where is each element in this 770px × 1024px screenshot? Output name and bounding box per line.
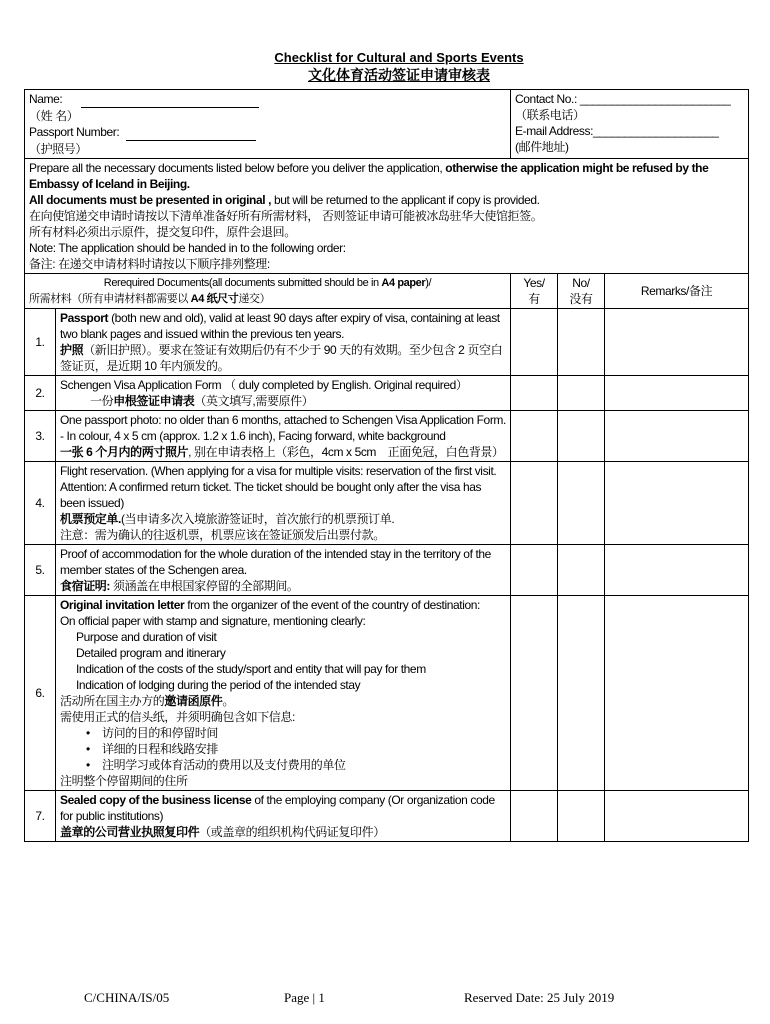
item-text: (both new and old), valid at least 90 days after expiry of visa, containing at least two blank pages and issued within the previous ten years. (60, 311, 500, 341)
documents-header-a4-cn: A4 纸尺寸 (190, 293, 239, 305)
documents-header-cn: 所需材料（所有申请材料都需要以 (29, 293, 191, 305)
item-text-official: On official paper with stamp and signature, mentioning clearly: (60, 614, 366, 628)
instruction-2-bold: All documents must be presented in original , (29, 193, 272, 207)
list-item-text: 访问的目的和停留时间 (102, 726, 219, 740)
remarks-cell[interactable] (605, 411, 749, 462)
no-header-en: No/ (572, 276, 590, 290)
item-title-cn: 盖章的公司营业执照复印件 (60, 825, 200, 839)
item-text-cn: 须涵盖在申根国家停留的全部期间。 (110, 579, 299, 593)
item-text-cn-official: 需使用正式的信头纸，并须明确包含如下信息: (60, 710, 295, 724)
remarks-cell[interactable] (605, 376, 749, 411)
yes-checkbox-cell[interactable] (511, 309, 558, 376)
yes-checkbox-cell[interactable] (511, 376, 558, 411)
yes-checkbox-cell[interactable] (511, 411, 558, 462)
no-checkbox-cell[interactable] (558, 411, 605, 462)
item-text: One passport photo: no older than 6 months, attached to Schengen Visa Application Form. (60, 413, 506, 427)
table-row (25, 596, 749, 791)
instructions-cell (25, 159, 749, 274)
remarks-cell[interactable] (605, 596, 749, 791)
passport-field[interactable] (126, 124, 256, 141)
footer-date: Reserved Date: 25 July 2019 (464, 990, 615, 1005)
item-number: 2. (25, 376, 56, 411)
no-checkbox-cell[interactable] (558, 376, 605, 411)
title-chinese: 文化体育活动签证申请审核表 (308, 67, 490, 83)
remarks-header: Remarks/备注 (605, 274, 749, 309)
item-text-cn: 。 (222, 694, 235, 708)
documents-header-cn-end: 递交） (238, 293, 271, 305)
footer-doc-code: C/CHINA/IS/05 (84, 990, 170, 1005)
list-item: Purpose and duration of visit (76, 630, 217, 644)
yes-checkbox-cell[interactable] (511, 791, 558, 842)
instruction-1-warning: otherwise the application might be refused by the Embassy of Iceland in Beijing. (29, 161, 709, 191)
yes-checkbox-cell[interactable] (511, 462, 558, 545)
instruction-5: Note: The application should be handed in to the following order: (29, 241, 346, 255)
table-row (25, 376, 749, 411)
name-label: Name: (29, 92, 63, 106)
item-text-cn-lodging: 注明整个停留期间的住所 (60, 774, 188, 788)
instruction-3: 在向使馆递交申请时请按以下清单准备好所有所需材料， 否则签证申请可能被冰岛驻华大使馆拒签。 (29, 209, 543, 223)
item-description (56, 545, 511, 596)
table-row (25, 309, 749, 376)
applicant-info-row (25, 90, 749, 159)
list-item: Indication of lodging during the period of the intended stay (76, 678, 361, 692)
table-row (25, 462, 749, 545)
applicant-right-cell (511, 90, 749, 159)
item-description (56, 411, 511, 462)
item-description (56, 309, 511, 376)
yes-header (511, 274, 558, 309)
no-checkbox-cell[interactable] (558, 791, 605, 842)
item-text-cn-pre: 一份 (90, 394, 114, 408)
instruction-2: but will be returned to the applicant if copy is provided. (271, 193, 540, 207)
table-row (25, 791, 749, 842)
list-item-text: 详细的日程和线路安排 (102, 742, 219, 756)
title-english: Checklist for Cultural and Sports Events (274, 50, 524, 65)
item-text-cn: （英文填写,需要原件） (194, 394, 314, 408)
no-checkbox-cell[interactable] (558, 309, 605, 376)
item-text-size: - In colour, 4 x 5 cm (approx. 1.2 x 1.6 inch), Facing forward, white background (60, 429, 446, 443)
cn-bullet-list (60, 725, 506, 773)
item-text-cn: （或盖章的组织机构代码证复印件） (199, 825, 385, 839)
yes-header-en: Yes/ (523, 276, 545, 290)
list-item: Detailed program and itinerary (76, 646, 226, 660)
yes-header-cn: 有 (528, 292, 540, 306)
list-item (86, 757, 506, 773)
table-row (25, 411, 749, 462)
item-text: from the organizer of the event of the country of destination: (184, 598, 480, 612)
no-header (558, 274, 605, 309)
item-text-cn: , 别在申请表格上（彩色，4cm x 5cm 正面免冠，白色背景） (188, 445, 504, 459)
item-text-cn-pre: 活动所在国主办方的 (60, 694, 165, 708)
no-checkbox-cell[interactable] (558, 462, 605, 545)
contact-field[interactable]: Contact No.: ________________________ (515, 92, 731, 106)
item-text: Proof of accommodation for the whole duration of the intended stay in the territory of the member states of the Schengen area. (60, 547, 491, 577)
item-title-cn: 食宿证明: (60, 579, 110, 593)
item-number: 3. (25, 411, 56, 462)
remarks-cell[interactable] (605, 309, 749, 376)
item-title: Sealed copy of the business license (60, 793, 252, 807)
item-description (56, 791, 511, 842)
checklist-table (24, 89, 749, 842)
name-field[interactable] (81, 91, 259, 108)
item-text-cn: (当申请多次入境旅游签证时，首次旅行的机票预订单. (120, 512, 395, 526)
item-description (56, 376, 511, 411)
email-label-cn: (邮件地址) (515, 140, 569, 154)
no-header-cn: 没有 (569, 292, 593, 306)
email-field[interactable]: E-mail Address:____________________ (515, 124, 719, 138)
documents-header-en: Rerequired Documents(all documents submitted should be in (103, 277, 382, 289)
instruction-6: 备注: 在递交申请材料时请按以下顺序排列整理: (29, 257, 270, 271)
item-title: Passport (60, 311, 109, 325)
table-header-row (25, 274, 749, 309)
item-title: Original invitation letter (60, 598, 185, 612)
yes-checkbox-cell[interactable] (511, 596, 558, 791)
no-checkbox-cell[interactable] (558, 596, 605, 791)
item-note-cn: 注意：需为确认的往返机票，机票应该在签证颁发后出票付款。 (60, 528, 385, 542)
item-text: of the employing company (Or organization code for public institutions) (60, 793, 495, 823)
applicant-left-cell (25, 90, 511, 159)
documents-header-a4: A4 paper (381, 277, 426, 289)
item-text: Schengen Visa Application Form （ duly completed by English. Original required） (60, 378, 468, 392)
contact-label-cn: （联系电话） (515, 108, 585, 122)
list-item (86, 725, 506, 741)
item-title-cn: 邀请函原件 (164, 694, 223, 708)
footer-page-number: Page | 1 (284, 990, 325, 1005)
passport-label-cn: （护照号） (29, 142, 88, 156)
item-number: 4. (25, 462, 56, 545)
remarks-cell[interactable] (605, 545, 749, 596)
documents-header (25, 274, 511, 309)
remarks-cell[interactable] (605, 791, 749, 842)
name-label-cn: （姓 名） (29, 109, 79, 123)
instruction-4: 所有材料必须出示原件，提交复印件，原件会退回。 (29, 225, 296, 239)
item-number: 7. (25, 791, 56, 842)
instructions-row (25, 159, 749, 274)
remarks-cell[interactable] (605, 462, 749, 545)
item-text: Flight reservation. (When applying for a visa for multiple visits: reservation of the first visit. Attention: A confirmed return ticket. The ticket should be bought only after the visa has been issued) (60, 464, 497, 510)
item-text-cn: （新旧护照）。要求在签证有效期后仍有不少于 90 天的有效期。至少包含 2 页空白签证页，是近期 10 年内颁发的。 (60, 343, 503, 373)
item-number: 1. (25, 309, 56, 376)
yes-checkbox-cell[interactable] (511, 545, 558, 596)
item-number: 5. (25, 545, 56, 596)
item-title-cn: 机票预定单. (60, 512, 121, 526)
passport-label: Passport Number: (29, 125, 120, 139)
item-title-cn: 一张 6 个月内的两寸照片 (60, 445, 189, 459)
table-row (25, 545, 749, 596)
documents-header-slash: )/ (425, 277, 432, 289)
no-checkbox-cell[interactable] (558, 545, 605, 596)
list-item-text: 注明学习或体育活动的费用以及支付费用的单位 (102, 758, 346, 772)
instruction-1: Prepare all the necessary documents listed below before you deliver the application, (29, 161, 446, 175)
list-item (86, 741, 506, 757)
list-item: Indication of the costs of the study/sport and entity that will pay for them (76, 662, 426, 676)
item-description (56, 462, 511, 545)
item-title-cn: 申根签证申请表 (113, 394, 195, 408)
item-title-cn: 护照 (60, 343, 84, 357)
item-description (56, 596, 511, 791)
item-number: 6. (25, 596, 56, 791)
